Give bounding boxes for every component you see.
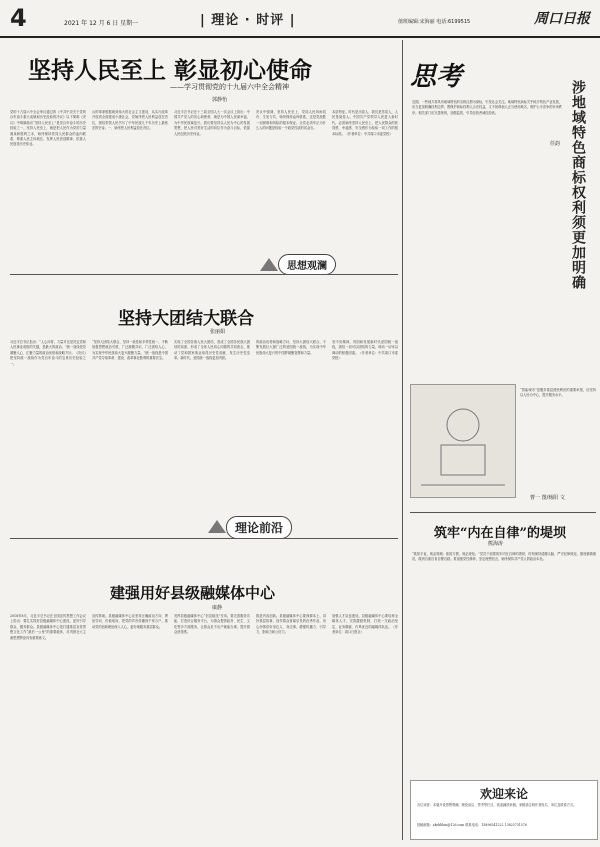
article1-author: 郭静怡 (212, 97, 228, 103)
masthead (0, 0, 600, 38)
banner-triangle-icon (260, 258, 278, 271)
article1-column-5: 本质特征。时代是出卷人，我们是答卷人，人民是阅卷人。中国共产党领导人民进入新时代，必须始终坚持人民至上，把人民群众的获得感、幸福感、安全感作为检验一切工作的根本标准。（作者单位：中共周口市委党校） (332, 110, 398, 136)
cartoon-drawing (411, 385, 515, 497)
page-number: 4 (10, 4, 27, 32)
article2-column-5: 发中央精神，巩固和发展新时代爱国统一战线，团结一切可以团结的力量，调动一切可以调动的积极因素。（作者单位：中共周口市委党校） (332, 340, 398, 361)
right-vertical-title: 涉地域特色商标权利须更加明确 (570, 80, 586, 290)
paper-name: 周口日报 (534, 11, 590, 27)
article3-column-5: 加强人才队伍建设。县级融媒体中心要培养全媒体人才，完善激励机制，打造一支政治坚定、业务精湛、作风优良的融媒体队伍。（作者单位：周口日报社） (332, 614, 398, 635)
right-author: 任韵 (550, 141, 561, 147)
cartoon-credit: 曹一 图/杨阳 文 (530, 495, 565, 501)
article2-title: 坚持大团结大联合 (118, 309, 254, 329)
banner-triangle-icon (208, 520, 226, 533)
welcome-text: 各位读者：本版开设思想观澜、理论前沿、思考等栏目，欢迎踊跃来稿。来稿请注明作者姓名、单位及联系方式。 (417, 803, 577, 807)
welcome-contact: 投稿邮箱：zkrblilun@126.com 联系电话：15896541222 13825731576 (417, 823, 527, 827)
sikao-label: 思考 (410, 62, 463, 92)
welcome-box (410, 780, 598, 840)
cartoon-caption: “智能城市”是服务基层便民利民的重要举措，应坚持以人民为中心，提升服务水平。 (520, 388, 596, 398)
article1-column-3: 习近平总书记在十三届全国人大一次会议上指出：中国共产党人的初心和使命，就是为中国人民谋幸福，为中华民族谋复兴。我们要坚持以人民为中心的发展思想，把人民对美好生活的向往作为奋斗目标，依靠人民创造历史伟业。 (174, 110, 250, 136)
cartoon-illustration (410, 384, 516, 498)
article3-column-4: 推进内容创新。县级融媒体中心要深耕本土，讲好基层故事，创作群众喜闻乐见的优秀作品，用心用情讲好身边人、身边事，增强传播力、引导力、影响力和公信力。 (256, 614, 326, 635)
article2-column-2: “坚持大团结大联合，坚持一致性和多样性统一，不断加强思想政治引领，广泛凝聚共识，广泛团结人心，为实现中华民族伟大复兴凝聚力量。”统一战线是中国共产党夺取革命、建设、改革事业胜利的重要法宝。 (92, 340, 168, 361)
article1-column-2: 山的革命根据地到伟大的社会主义建设，从实行改革开放到全面建成小康社会，党始终把人民利益放在首位，团结带领人民书写了中华民族几千年历史上最恢宏的史诗。一、始终把人民利益放在首位。 (92, 110, 168, 131)
article3-column-3: 发挥县级融媒体中心“信息枢纽”作用。要完善服务功能，打造综合服务平台，为群众提供政务、民生、文化等多方面服务，让群众足不出户就能办事，提升群众获得感。 (174, 614, 250, 635)
article2-column-3: 实现了全国各族人民大团结，造成了全国各民族大团结的局面，形成了全体人民同心同德的共同意志，推动了党和国家事业取得历史性成就、发生历史性变革。新时代，爱国统一战线更加巩固。 (174, 340, 250, 361)
article1-column-1: 党的十九届六中全会审议通过的《中共中央关于党的百年奋斗重大成就和历史经验的决议》以下简称《决议》中明确指出“坚持人民至上”是党百年奋斗的历史经验之一。坚持人民至上，就是把人民作为党的力量源泉和胜利之本，始终保持党同人民群众的血肉联系，尊重人民主体地位，发挥人民首创精神，依靠人民创造历史伟业。 (10, 110, 86, 147)
divider (410, 512, 596, 513)
section-banner-sixiang: 思想观澜 (278, 254, 336, 275)
section-title: | 理论 · 时评 | (200, 13, 296, 28)
article2-column-1: 习近平总书记指出：“人心向背，力量对比是决定党和人民事业成败的关键，是最大的政治。”统一战线是党凝聚人心、汇聚力量的政治优势和战略方针。《决议》把坚持统一战线作为党百年奋斗的宝贵历史经验之一。 (10, 340, 86, 366)
issue-date: 2021 年 12 月 6 日 星期一 (64, 20, 139, 27)
welcome-title: 欢迎来论 (479, 787, 528, 801)
right-article-title: 筑牢“内在自律”的堤坝 (434, 526, 566, 541)
article1-column-4: 决议中强调，坚持人民至上，党同人民风雨同舟、生死与共，始终保持血肉联系，这是党战胜一切困难和风险的根本保证。全党必须牢记为什么人的问题是检验一个政党性质的试金石。 (256, 110, 326, 131)
article2-author: 张丽娟 (210, 329, 226, 335)
article3-column-1: 2018年8月，习近平总书记在全国宣传思想工作会议上指出：要扎实抓好县级融媒体中心建设，更好引导群众、服务群众。县级融媒体中心是打通基层宣传思想文化工作“最后一公里”的重要载体，对巩固壮大主流思想舆论具有重要意义。 (10, 614, 86, 640)
divider (10, 274, 398, 275)
article2-column-4: 的政治优势和战略方针，坚持大团结大联合，不断发展壮大最广泛的爱国统一战线，为实现中华民族伟大复兴的中国梦凝聚智慧和力量。 (256, 340, 326, 355)
article1-subtitle: ——学习贯彻党的十九届六中全会精神 (170, 83, 289, 91)
right-article-body-2: “欲知平直，则必准绳；欲知方圆，则必规矩。”党员干部要筑牢内在自律的堤坝，时刻保持清醒头脑，严守纪律规矩，慎独慎微慎初，做到自重自省自警自励。要加强党性修养，坚定理想信念，始终保持共产党人的政治本色。 (412, 552, 596, 562)
divider (10, 538, 398, 539)
column-divider (402, 40, 403, 840)
article1-title: 坚持人民至上 彰显初心使命 (28, 57, 313, 84)
right-article-body: 近期，一些地方将具有地域特色的名称注册为商标，引发社会关注。地域特色商标关乎地方特色产业发展，应当更加明确权利边界，既保护商标权利人合法权益，又不妨碍他人正当使用地名，维护公平竞争的市场秩序。相关部门应完善规则，加强监管，引导经营者诚信经营。 (412, 100, 562, 115)
article3-column-2: 宣传阵地。县级融媒体中心应坚持正确政治方向、舆论导向、价值取向，把党的声音传播到千家万户，推动党的创新理论深入人心，更好地服务基层群众。 (92, 614, 168, 629)
editor-line: 值班编辑:宋海丽 电话:6199515 (398, 19, 471, 25)
right-article-author: 熊海涛 (488, 541, 504, 547)
article3-author: 康静 (212, 605, 223, 611)
article3-title: 建强用好县级融媒体中心 (110, 584, 276, 602)
section-banner-lilun: 理论前沿 (226, 516, 292, 539)
